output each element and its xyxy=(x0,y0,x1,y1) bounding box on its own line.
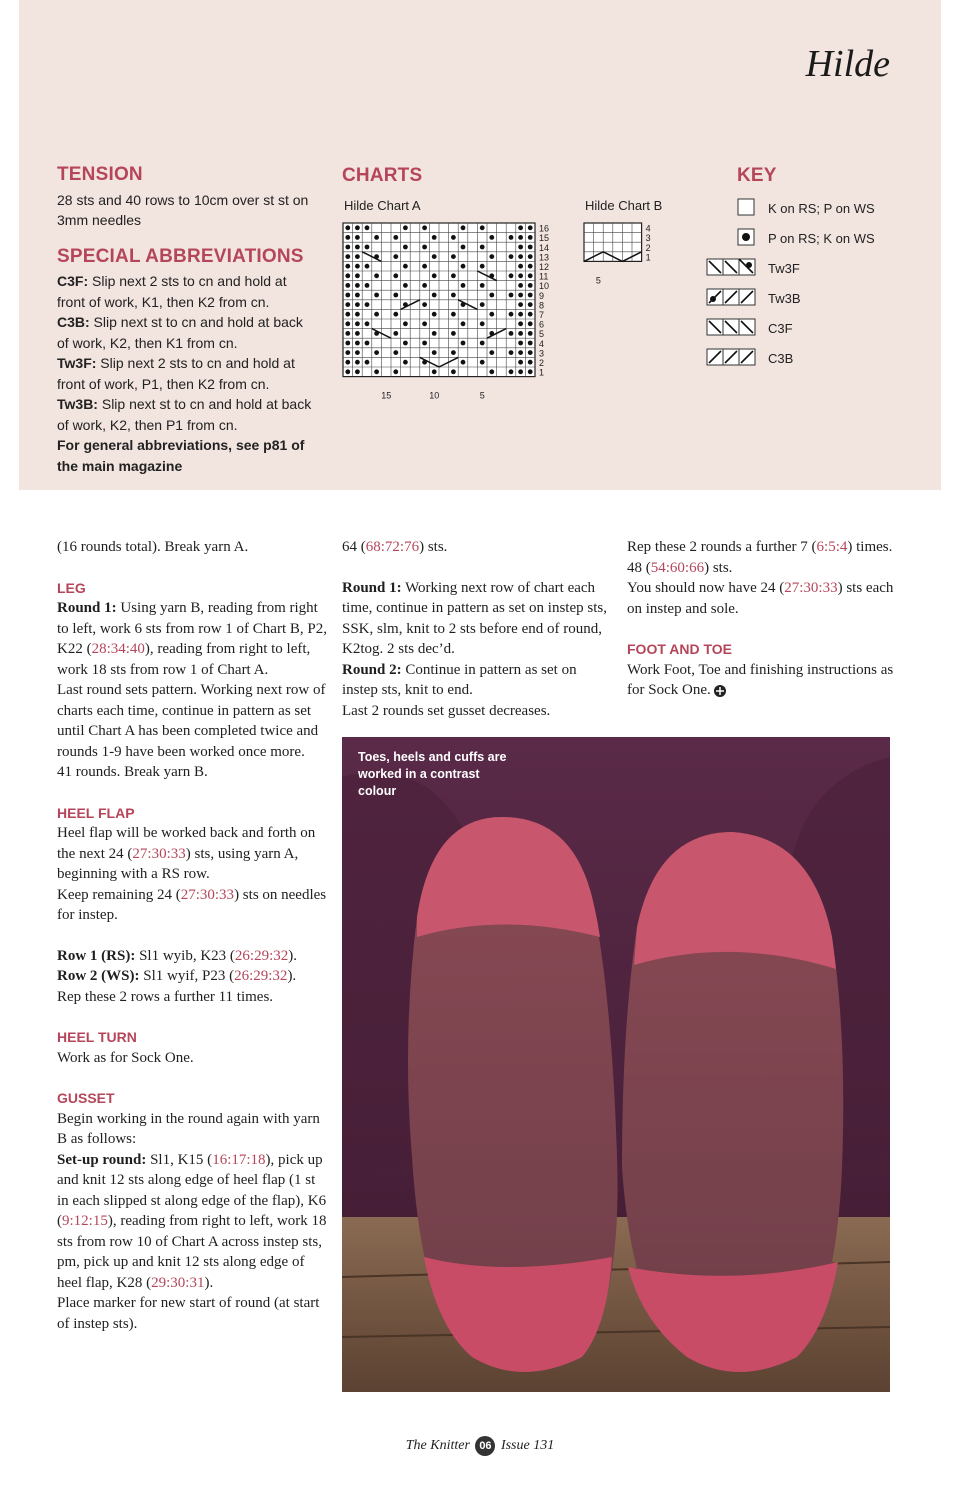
abbrev-tw3f: Tw3F: Slip next 2 sts to cn and hold at front of work, P1, then K2 from cn. xyxy=(57,355,295,392)
chart-a-row-number: 15 xyxy=(539,233,550,244)
chart-a-purl-mark xyxy=(365,283,370,288)
chart-a-purl-mark xyxy=(345,302,350,307)
heel-row-1: Row 1 (RS): Sl1 wyib, K23 (26:29:32). xyxy=(57,947,298,964)
chart-a-row-number: 2 xyxy=(539,358,545,368)
gusset-decreases-note: Last 2 rounds set gusset decreases. xyxy=(342,702,551,719)
chart-a-purl-mark xyxy=(365,264,370,269)
photo-caption: Toes, heels and cuffs are worked in a contrast colour xyxy=(358,750,507,798)
chart-a-row-number: 13 xyxy=(539,252,550,263)
chart-a-purl-mark xyxy=(422,341,427,346)
footer-issue: Issue 131 xyxy=(500,1438,555,1454)
gusset-setup-round: Set-up round: Sl1, K15 (16:17:18), pick up and knit 12 sts along edge of heel flap (1 st in each slipped st along edge of the flap), K6 (9:12:15), reading from right to left, work 18 sts from row 10 of Chart A across instep sts, pm, pick up and knit 12 sts along edge of heel flap, K28 (29:30:31). xyxy=(57,1151,327,1291)
heel-turn-heading: HEEL TURN xyxy=(57,1029,137,1045)
chart-a-purl-mark xyxy=(374,273,379,278)
chart-a-purl-mark xyxy=(432,369,437,374)
tension-heading: TENSION xyxy=(57,164,143,185)
chart-a-purl-mark xyxy=(518,312,523,317)
chart-a-purl-mark xyxy=(365,225,370,230)
heel-flap-instep: Keep remaining 24 (27:30:33) sts on needles for instep. xyxy=(57,886,327,923)
chart-a-purl-mark xyxy=(518,302,523,307)
chart-a-purl-mark xyxy=(422,283,427,288)
chart-a-col-numbers xyxy=(381,391,485,401)
chart-a-purl-mark xyxy=(345,264,350,269)
chart-a-purl-mark xyxy=(403,283,408,288)
chart-a-purl-mark xyxy=(451,369,456,374)
chart-a-purl-mark xyxy=(345,254,350,259)
chart-a-purl-mark xyxy=(451,235,456,240)
body-column-middle xyxy=(342,537,612,721)
chart-a-purl-mark xyxy=(355,245,360,250)
chart-a-purl-mark xyxy=(518,283,523,288)
knit-square-icon xyxy=(706,198,758,218)
chart-a-purl-mark xyxy=(345,273,350,278)
chart-b-row-number: 4 xyxy=(645,223,651,234)
body-column-right xyxy=(627,537,897,701)
c3b-icon xyxy=(706,348,758,368)
chart-a-purl-mark xyxy=(345,235,350,240)
chart-a-purl-mark xyxy=(489,369,494,374)
chart-a-purl-mark xyxy=(432,254,437,259)
chart-a-purl-mark xyxy=(509,369,514,374)
key-item-c3f: C3F xyxy=(706,318,906,340)
chart-b-row-number: 1 xyxy=(645,252,651,263)
chart-a-purl-mark xyxy=(518,321,523,326)
gusset-round-1: Round 1: Working next row of chart each time, continue in pattern as set on instep sts, SSK, slm, knit to 2 sts before end of round, K2tog. 2 sts dec’d. xyxy=(342,579,607,657)
chart-a-purl-mark xyxy=(422,302,427,307)
chart-a-purl-mark xyxy=(345,360,350,365)
chart-a-purl-mark xyxy=(355,369,360,374)
chart-a-col-number: 5 xyxy=(479,390,485,401)
gusset-heading: GUSSET xyxy=(57,1090,115,1106)
key-heading: KEY xyxy=(737,165,777,186)
chart-a-row-number: 3 xyxy=(539,348,545,359)
chart-a-purl-mark xyxy=(518,350,523,355)
gusset-intro: Begin working in the round again with yarn B as follows: xyxy=(57,1110,320,1147)
heel-row-2: Row 2 (WS): Sl1 wyif, P23 (26:29:32). xyxy=(57,968,297,984)
gusset-place-marker: Place marker for new start of round (at start of instep sts). xyxy=(57,1295,320,1332)
chart-a-purl-mark xyxy=(345,331,350,336)
chart-a-purl-mark xyxy=(355,312,360,317)
intro-text: (16 rounds total). Break yarn A. xyxy=(57,539,249,555)
chart-a-purl-mark xyxy=(355,360,360,365)
chart-a-purl-mark xyxy=(432,312,437,317)
chart-a-purl-mark xyxy=(403,245,408,250)
chart-a-purl-mark xyxy=(355,350,360,355)
chart-a-purl-mark xyxy=(528,312,533,317)
footer-magazine: The Knitter xyxy=(405,1438,470,1454)
chart-a-purl-mark xyxy=(518,245,523,250)
foot-toe-text: Work Foot, Toe and finishing instructions as for Sock One. xyxy=(627,661,894,698)
chart-a-row-number: 8 xyxy=(539,300,545,311)
chart-a-purl-mark xyxy=(393,331,398,336)
heel-flap-heading: HEEL FLAP xyxy=(57,804,135,821)
tw3b-icon xyxy=(706,288,758,308)
chart-a-row-number: 7 xyxy=(539,310,545,320)
chart-a-purl-mark xyxy=(365,341,370,346)
chart-a-purl-mark xyxy=(518,360,523,365)
chart-a-purl-mark xyxy=(345,283,350,288)
rep-rounds: Rep these 2 rounds a further 7 (6:5:4) times. xyxy=(627,539,893,555)
key-item-tw3b: Tw3B xyxy=(706,288,906,310)
chart-a-purl-mark xyxy=(528,254,533,259)
chart-a-purl-mark xyxy=(480,245,485,250)
chart-a-purl-mark xyxy=(422,264,427,269)
stitch-count: 48 (54:60:66) sts. xyxy=(627,559,733,576)
chart-a-purl-mark xyxy=(480,283,485,288)
chart-a-purl-mark xyxy=(528,369,533,374)
chart-b-label: Hilde Chart B xyxy=(585,198,663,213)
tw3f-icon xyxy=(706,258,758,278)
chart-a-purl-mark xyxy=(509,312,514,317)
chart-a-purl-mark xyxy=(528,341,533,346)
chart-b-row-number: 3 xyxy=(645,233,651,244)
chart-a-purl-mark xyxy=(345,369,350,374)
chart-a-purl-mark xyxy=(509,293,514,298)
chart-a-row-number: 9 xyxy=(539,290,545,301)
chart-a-purl-mark xyxy=(345,225,350,230)
chart-b-col-numbers xyxy=(596,275,601,285)
socks-illustration xyxy=(342,737,890,1392)
chart-a-purl-mark xyxy=(355,321,360,326)
leg-heading: LEG xyxy=(57,579,86,596)
chart-a-purl-mark xyxy=(393,293,398,298)
chart-a-grid xyxy=(343,223,535,377)
chart-a-purl-mark xyxy=(518,293,523,298)
page-number: 06 xyxy=(475,1436,495,1456)
key-item-tw3f: Tw3F xyxy=(706,258,906,280)
chart-a-purl-mark xyxy=(365,302,370,307)
chart-a-purl-mark xyxy=(451,312,456,317)
chart-a-row-number: 5 xyxy=(539,329,545,340)
chart-a-row-number: 4 xyxy=(539,338,545,349)
chart-b-grid xyxy=(584,223,642,261)
chart-a-purl-mark xyxy=(461,321,466,326)
chart-b-row-number: 2 xyxy=(645,242,651,253)
foot-toe-heading: FOOT AND TOE xyxy=(627,641,732,657)
chart-a-purl-mark xyxy=(451,254,456,259)
chart-a-purl-mark xyxy=(374,293,379,298)
chart-a-purl-mark xyxy=(403,321,408,326)
chart-a-purl-mark xyxy=(393,350,398,355)
tension-abbreviations-column xyxy=(57,165,312,476)
chart-a-purl-mark xyxy=(528,283,533,288)
chart-a-purl-mark xyxy=(355,283,360,288)
purl-dot-icon xyxy=(706,228,758,248)
chart-a-purl-mark xyxy=(393,273,398,278)
chart-a-purl-mark xyxy=(518,341,523,346)
instep-sole-count: You should now have 24 (27:30:33) sts each on instep and sole. xyxy=(627,580,894,617)
chart-a-purl-mark xyxy=(355,293,360,298)
chart-a-purl-mark xyxy=(461,360,466,365)
chart-a xyxy=(340,220,570,420)
leg-rounds-count: 41 rounds. Break yarn B. xyxy=(57,764,208,780)
chart-a-purl-mark xyxy=(403,225,408,230)
chart-a-purl-mark xyxy=(509,350,514,355)
chart-a-purl-mark xyxy=(528,360,533,365)
abbrev-c3f: C3F: Slip next 2 sts to cn and hold at front of work, K1, then K2 from cn. xyxy=(57,273,287,310)
chart-a-purl-mark xyxy=(432,350,437,355)
charts-heading: CHARTS xyxy=(342,165,423,186)
chart-a-row-number: 14 xyxy=(539,242,550,253)
chart-a-purl-mark xyxy=(393,235,398,240)
chart-a-purl-mark xyxy=(432,293,437,298)
chart-a-row-number: 6 xyxy=(539,319,545,330)
chart-a-purl-mark xyxy=(432,331,437,336)
chart-a-purl-mark xyxy=(451,273,456,278)
chart-a-purl-mark xyxy=(509,273,514,278)
page-footer xyxy=(0,1436,960,1456)
chart-a-row-numbers xyxy=(539,224,549,378)
chart-a-purl-mark xyxy=(480,302,485,307)
chart-a-purl-mark xyxy=(355,273,360,278)
chart-a-row-number: 16 xyxy=(539,223,550,234)
chart-a-purl-mark xyxy=(528,264,533,269)
chart-a-purl-mark xyxy=(345,245,350,250)
chart-a-purl-mark xyxy=(355,341,360,346)
heel-rep-rows: Rep these 2 rows a further 11 times. xyxy=(57,988,274,1005)
chart-a-purl-mark xyxy=(432,235,437,240)
chart-a-purl-mark xyxy=(422,245,427,250)
pattern-title: Hilde xyxy=(805,43,890,85)
abbrev-c3b: C3B: Slip next st to cn and hold at back of work, K2, then K1 from cn. xyxy=(57,314,303,351)
special-abbreviations-heading: SPECIAL ABBREVIATIONS xyxy=(57,245,304,267)
chart-a-col-number: 15 xyxy=(381,390,392,401)
chart-a-col-number: 10 xyxy=(429,390,440,401)
chart-a-purl-mark xyxy=(518,273,523,278)
chart-a-purl-mark xyxy=(393,312,398,317)
chart-a-row-number: 10 xyxy=(539,281,550,292)
chart-b xyxy=(582,220,662,290)
chart-a-purl-mark xyxy=(528,235,533,240)
chart-a-purl-mark xyxy=(355,264,360,269)
chart-a-purl-mark xyxy=(451,350,456,355)
general-abbrev-note: For general abbreviations, see p81 of the main magazine xyxy=(57,437,305,474)
chart-a-purl-mark xyxy=(518,225,523,230)
chart-a-purl-mark xyxy=(355,302,360,307)
key-item-purl: P on RS; K on WS xyxy=(706,228,906,250)
gusset-stitch-count: 64 (68:72:76) sts. xyxy=(342,539,448,555)
chart-a-purl-mark xyxy=(489,312,494,317)
chart-a-purl-mark xyxy=(374,369,379,374)
chart-a-purl-mark xyxy=(393,254,398,259)
chart-a-purl-mark xyxy=(518,264,523,269)
chart-a-purl-mark xyxy=(461,245,466,250)
c3f-icon xyxy=(706,318,758,338)
chart-a-purl-mark xyxy=(365,245,370,250)
chart-a-purl-mark xyxy=(355,235,360,240)
chart-a-row-number: 12 xyxy=(539,262,550,272)
chart-a-purl-mark xyxy=(461,283,466,288)
chart-a-purl-mark xyxy=(528,293,533,298)
chart-a-purl-mark xyxy=(480,225,485,230)
chart-a-purl-mark xyxy=(518,254,523,259)
chart-a-purl-mark xyxy=(374,235,379,240)
chart-a-purl-mark xyxy=(528,245,533,250)
chart-a-purl-mark xyxy=(451,331,456,336)
chart-a-purl-mark xyxy=(365,360,370,365)
chart-a-purl-mark xyxy=(403,360,408,365)
chart-a-purl-mark xyxy=(528,273,533,278)
chart-a-label: Hilde Chart A xyxy=(344,198,421,213)
heel-flap-text: Heel flap will be worked back and forth on the next 24 (27:30:33) sts, using yarn A, beginning with a RS row. xyxy=(57,825,316,882)
chart-a-row-number: 11 xyxy=(539,271,549,282)
chart-a-purl-mark xyxy=(489,293,494,298)
chart-a-purl-mark xyxy=(345,321,350,326)
chart-a-purl-mark xyxy=(403,264,408,269)
chart-a-purl-mark xyxy=(345,350,350,355)
chart-a-purl-mark xyxy=(365,321,370,326)
chart-a-purl-mark xyxy=(355,331,360,336)
chart-a-purl-mark xyxy=(461,264,466,269)
end-mark-icon xyxy=(714,685,726,697)
chart-a-purl-mark xyxy=(374,350,379,355)
chart-a-purl-mark xyxy=(489,235,494,240)
chart-a-purl-mark xyxy=(345,312,350,317)
chart-a-purl-mark xyxy=(489,254,494,259)
body-column-left xyxy=(57,537,327,1334)
chart-a-purl-mark xyxy=(355,225,360,230)
chart-a-purl-mark xyxy=(422,225,427,230)
chart-a-purl-mark xyxy=(480,321,485,326)
chart-a-purl-mark xyxy=(509,235,514,240)
chart-a-purl-mark xyxy=(403,341,408,346)
chart-a-purl-mark xyxy=(451,293,456,298)
heel-turn-text: Work as for Sock One. xyxy=(57,1049,194,1066)
chart-a-purl-mark xyxy=(518,235,523,240)
chart-a-purl-mark xyxy=(528,321,533,326)
chart-a-purl-mark xyxy=(374,312,379,317)
chart-a-purl-mark xyxy=(480,341,485,346)
chart-a-purl-mark xyxy=(518,369,523,374)
chart-a-purl-mark xyxy=(528,302,533,307)
chart-a-purl-mark xyxy=(509,254,514,259)
chart-b-col-number: 5 xyxy=(595,275,601,286)
chart-a-purl-mark xyxy=(461,225,466,230)
leg-round-1: Round 1: Using yarn B, reading from right to left, work 6 sts from row 1 of Chart B, P2, K22 (28:34:40), reading from right to left, work 18 sts from row 1 of Chart A. xyxy=(57,600,327,678)
chart-a-purl-mark xyxy=(345,341,350,346)
leg-pattern-text: Last round sets pattern. Working next row of charts each time, continue in pattern as set until Chart A has been completed twice and rounds 1-9 have been worked once more. xyxy=(57,682,326,760)
chart-a-purl-mark xyxy=(422,321,427,326)
chart-a-purl-mark xyxy=(528,225,533,230)
chart-a-purl-mark xyxy=(461,341,466,346)
chart-a-purl-mark xyxy=(393,369,398,374)
chart-b-row-numbers xyxy=(646,224,651,263)
chart-a-purl-mark xyxy=(509,331,514,336)
chart-a-purl-mark xyxy=(355,254,360,259)
chart-a-purl-mark xyxy=(489,350,494,355)
chart-a-purl-mark xyxy=(345,293,350,298)
key-item-c3b: C3B xyxy=(706,348,906,370)
gusset-round-2: Round 2: Continue in pattern as set on instep sts, knit to end. xyxy=(342,661,577,698)
chart-a-row-number: 1 xyxy=(539,367,545,378)
abbrev-tw3b: Tw3B: Slip next st to cn and hold at back of work, K2, then P1 from cn. xyxy=(57,396,312,433)
key-item-knit: K on RS; P on WS xyxy=(706,198,906,220)
tension-text: 28 sts and 40 rows to 10cm over st st on 3mm needles xyxy=(57,191,309,228)
chart-a-purl-mark xyxy=(480,360,485,365)
chart-a-purl-mark xyxy=(528,350,533,355)
chart-a-purl-mark xyxy=(480,264,485,269)
chart-a-purl-mark xyxy=(432,273,437,278)
chart-a-purl-mark xyxy=(528,331,533,336)
chart-a-purl-mark xyxy=(518,331,523,336)
socks-photo xyxy=(342,737,890,1392)
